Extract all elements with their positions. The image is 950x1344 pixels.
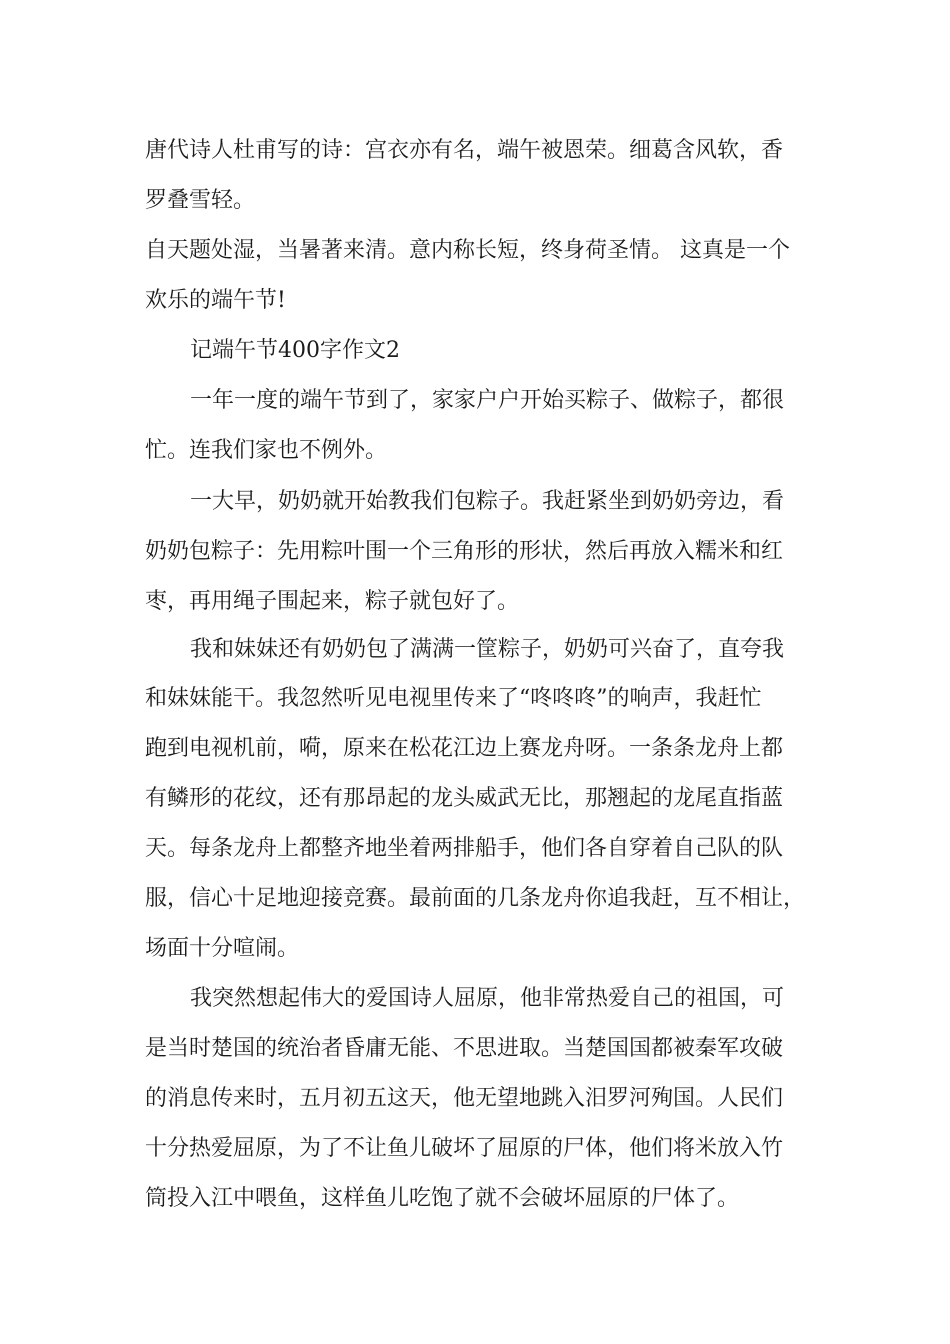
text-line: 和妹妹能干。我忽然听见电视里传来了“咚咚咚”的响声，我赶忙 [145,686,762,711]
text-line: 忙。连我们家也不例外。 [145,438,388,463]
text-line: 欢乐的端午节! [145,288,286,313]
text-line: 是当时楚国的统治者昏庸无能、不思进取。当楚国国都被秦军攻破 [145,1036,784,1061]
text-line: 跑到电视机前，嗬，原来在松花江边上赛龙舟呀。一条条龙舟上都 [145,736,784,761]
section-heading: 记端午节400字作文2 [190,338,400,363]
text-line: 奶奶包粽子：先用粽叶围一个三角形的形状，然后再放入糯米和红 [145,539,784,564]
text-line: 有鳞形的花纹，还有那昂起的龙头威武无比，那翘起的龙尾直指蓝 [145,786,784,811]
text-line: 枣，再用绳子围起来，粽子就包好了。 [145,589,520,614]
text-line: 我和妹妹还有奶奶包了满满一筐粽子，奶奶可兴奋了，直夸我 [190,637,785,662]
text-line: 一年一度的端午节到了，家家户户开始买粽子、做粽子，都很 [190,388,785,413]
text-line: 一大早，奶奶就开始教我们包粽子。我赶紧坐到奶奶旁边，看 [190,489,785,514]
text-line: 服，信心十足地迎接竞赛。最前面的几条龙舟你追我赶，互不相让， [145,886,806,911]
text-line: 罗叠雪轻。 [145,188,256,213]
text-line: 唐代诗人杜甫写的诗：宫衣亦有名，端午被恩荣。细葛含风软，香 [145,138,784,163]
text-line: 天。每条龙舟上都整齐地坐着两排船手，他们各自穿着自己队的队 [145,836,784,861]
text-line: 筒投入江中喂鱼，这样鱼儿吃饱了就不会破坏屈原的尸体了。 [145,1186,740,1211]
text-line: 的消息传来时，五月初五这天，他无望地跳入汨罗河殉国。人民们 [145,1086,784,1111]
text-line: 我突然想起伟大的爱国诗人屈原，他非常热爱自己的祖国，可 [190,986,785,1011]
text-line: 十分热爱屈原，为了不让鱼儿破坏了屈原的尸体，他们将米放入竹 [145,1136,784,1161]
text-line: 自天题处湿，当暑著来清。意内称长短，终身荷圣情。 这真是一个 [145,238,790,263]
text-line: 场面十分喧闹。 [145,936,300,961]
